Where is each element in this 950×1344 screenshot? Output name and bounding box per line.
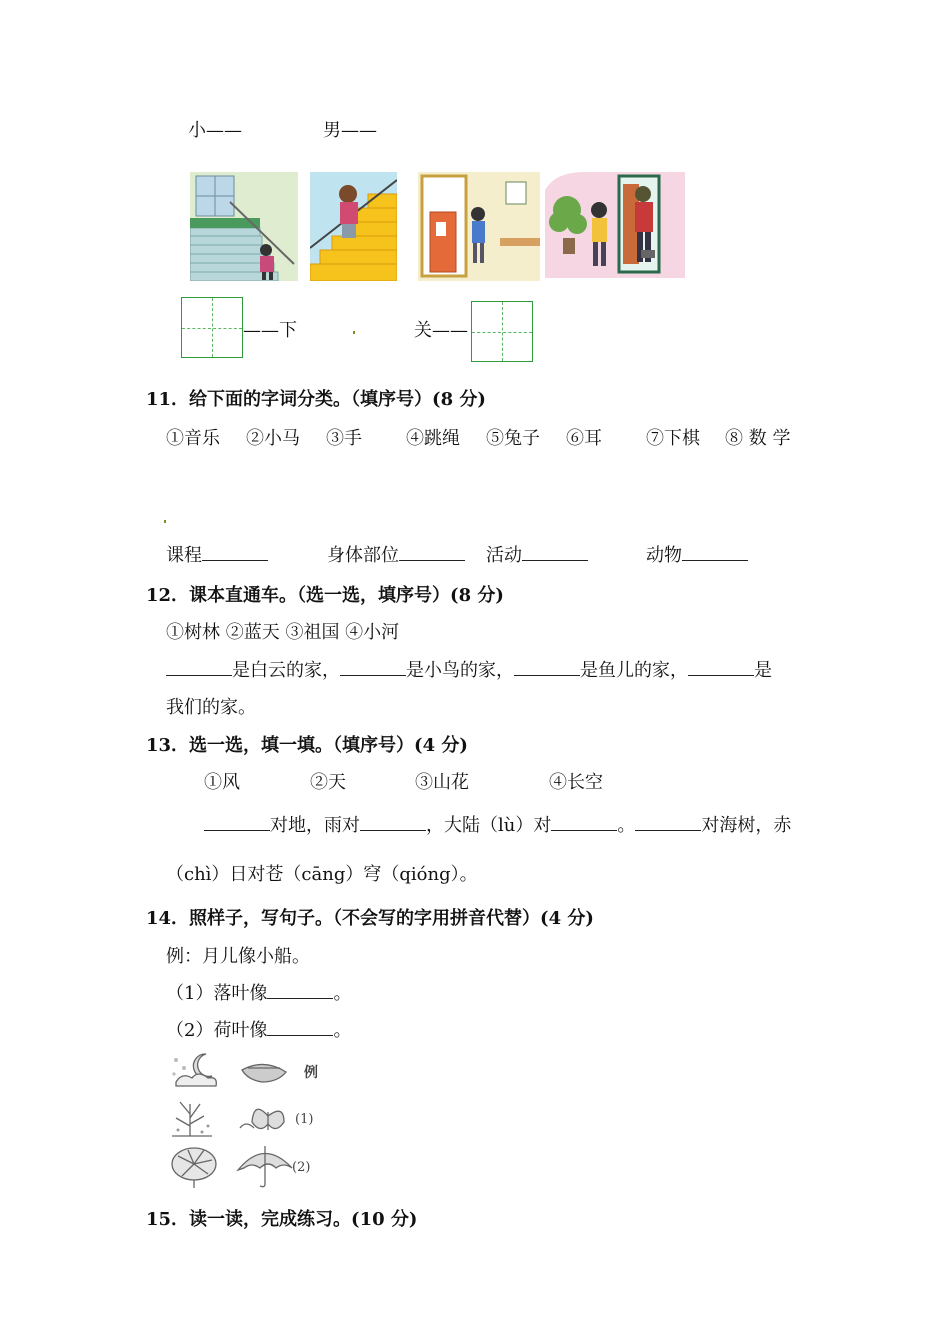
category-label: 身体部位: [327, 545, 399, 566]
answer-blank[interactable]: [635, 829, 701, 831]
answer-blank[interactable]: [360, 829, 426, 831]
item-text: （2）荷叶像: [166, 1020, 268, 1041]
q12-options: ①树林 ②蓝天 ③祖国 ④小河: [166, 622, 400, 643]
q14-item-2: [166, 1016, 351, 1042]
answer-blank[interactable]: [267, 1034, 333, 1036]
q11-option-5: ⑤兔子: [486, 428, 540, 449]
sentence-text: ，大陆（lù）对: [426, 815, 552, 836]
item-text: 。: [333, 1020, 352, 1041]
category-label: 动物: [646, 545, 682, 566]
opposite-word-close: 关——: [414, 320, 468, 341]
answer-blank[interactable]: [551, 829, 617, 831]
q13-sentence-line2: （chì）日对苍（cāng）穹（qióng）。: [166, 864, 478, 885]
door-open-picture: [418, 172, 540, 281]
sentence-text: 是鱼儿的家，: [580, 660, 688, 681]
stairs-down-picture: [310, 172, 397, 281]
q14-title: 14．照样子，写句子。（不会写的字用拼音代替）(4 分): [146, 908, 594, 929]
opposite-word-male: 男——: [323, 120, 377, 141]
sentence-text: 是白云的家，: [232, 660, 340, 681]
answer-blank[interactable]: [340, 674, 406, 676]
sentence-text: 。: [617, 815, 636, 836]
q11-option-2: ②小马: [246, 428, 300, 449]
opposite-word-down: ——下: [243, 320, 297, 341]
stray-dot: [164, 520, 166, 523]
q13-option-3: ③山花: [415, 772, 469, 793]
opposite-word-small: 小——: [188, 120, 242, 141]
item-text: （1）落叶像: [166, 983, 268, 1004]
q11-category-animal: [646, 541, 748, 567]
q15-title: 15．读一读，完成练习。(10 分): [146, 1209, 418, 1230]
q12-sentence-line2: 我们的家。: [166, 697, 256, 718]
answer-blank[interactable]: [682, 559, 748, 561]
answer-blank[interactable]: [514, 674, 580, 676]
answer-blank[interactable]: [522, 559, 588, 561]
answer-blank[interactable]: [204, 829, 270, 831]
answer-blank[interactable]: [399, 559, 465, 561]
q13-title: 13．选一选，填一填。（填序号）(4 分): [146, 735, 468, 756]
q13-option-4: ④长空: [549, 772, 603, 793]
q11-category-course: [166, 541, 268, 567]
q11-option-3: ③手: [326, 428, 362, 449]
q11-category-activity: [486, 541, 588, 567]
sentence-text: 是小鸟的家，: [406, 660, 514, 681]
writing-grid-box-left[interactable]: [181, 297, 243, 358]
q14-example: 例：月儿像小船。: [166, 946, 310, 967]
q11-title: 11．给下面的字词分类。（填序号）(8 分): [146, 389, 486, 410]
q11-option-6: ⑥耳: [566, 428, 602, 449]
stray-dot: [353, 331, 355, 334]
stairs-up-picture: [190, 172, 298, 281]
q14-tag-2: (2): [292, 1160, 311, 1175]
q14-item-1: [166, 979, 351, 1005]
answer-blank[interactable]: [688, 674, 754, 676]
category-label: 课程: [166, 545, 202, 566]
q11-option-1: ①音乐: [166, 428, 220, 449]
q11-category-body: [327, 541, 465, 567]
q11-option-4: ④跳绳: [406, 428, 460, 449]
q13-option-2: ②天: [310, 772, 346, 793]
sentence-text: 对地，雨对: [270, 815, 360, 836]
sentence-text: 是: [754, 660, 772, 681]
q13-sentence-line1: [204, 811, 791, 837]
item-text: 。: [333, 983, 352, 1004]
q12-sentence-line1: [166, 656, 772, 682]
q12-title: 12．课本直通车。（选一选，填序号）(8 分): [146, 585, 504, 606]
q11-option-8: ⑧ 数 学: [725, 428, 791, 449]
answer-blank[interactable]: [166, 674, 232, 676]
q14-tag-example: 例: [304, 1065, 318, 1081]
q14-tag-1: (1): [295, 1112, 314, 1127]
writing-grid-box-right[interactable]: [471, 301, 533, 362]
door-close-picture: [545, 170, 685, 280]
sentence-text: 对海树，赤: [701, 815, 792, 836]
q13-option-1: ①风: [204, 772, 240, 793]
q11-option-7: ⑦下棋: [646, 428, 700, 449]
answer-blank[interactable]: [267, 997, 333, 999]
answer-blank[interactable]: [202, 559, 268, 561]
category-label: 活动: [486, 545, 522, 566]
